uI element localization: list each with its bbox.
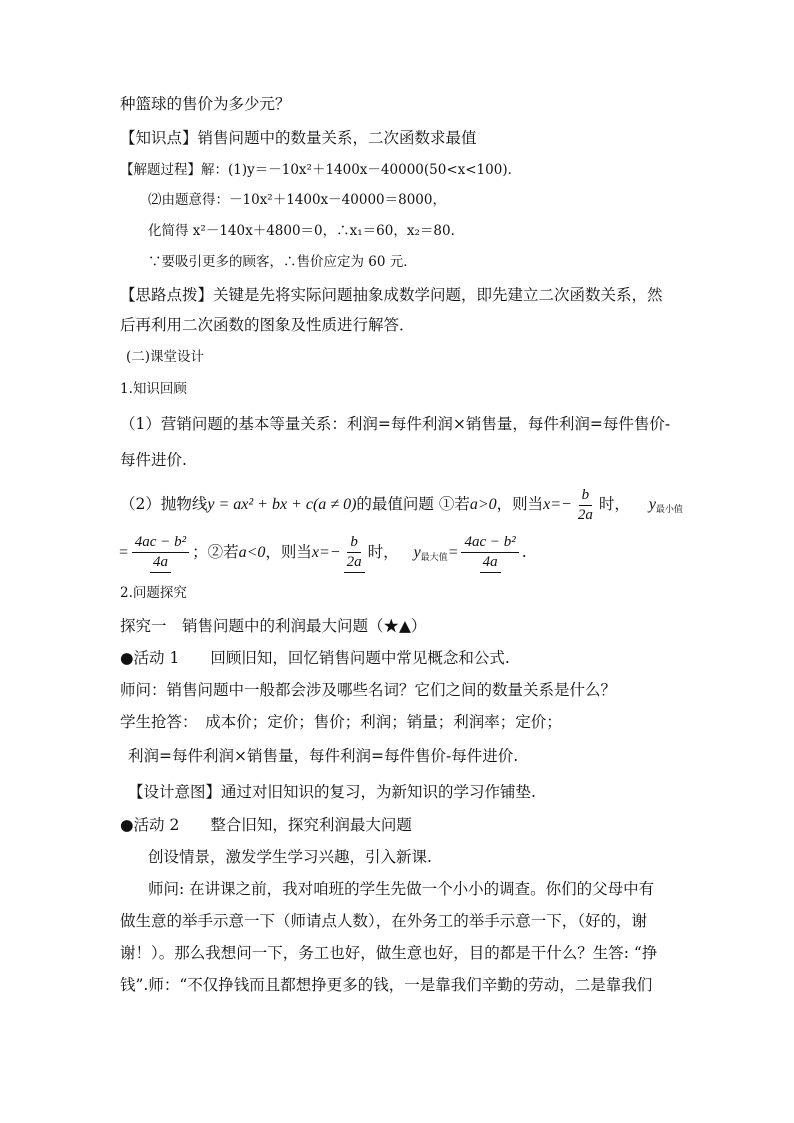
- text-line: 谢！）。那么我想问一下，务工也好，做生意也好，目的都是干什么？生答: “挣: [120, 944, 658, 962]
- text-line: 师问: 在讲课之前，我对咱班的学生先做一个小小的调查。你们的父母中有: [148, 880, 655, 898]
- text-line: 探究一 销售问题中的利润最大问题（★▲）: [120, 617, 427, 635]
- text-line: 种篮球的售价为多少元？: [120, 95, 291, 113]
- section-heading: 1.知识回顾: [120, 381, 187, 397]
- fraction-vertex-value: [132, 533, 189, 573]
- denominator: 2a: [577, 506, 593, 523]
- fraction-b-over-2a: [344, 533, 365, 573]
- y-symbol: y: [413, 544, 421, 561]
- denominator: 4a: [150, 553, 171, 573]
- text-span: ；②若: [192, 543, 239, 561]
- text-line: 【解题过程】解：(1)y＝－10x²＋1400x－40000(50<x<100)．: [120, 162, 522, 178]
- text-line: 师问：销售问题中一般都会涉及哪些名词？它们之间的数量关系是什么？: [120, 681, 617, 699]
- formula-line-1: [120, 484, 683, 530]
- text-line: ∵要吸引更多的顾客，∴售价应定为 60 元．: [148, 254, 417, 270]
- equals-sign: =: [118, 544, 129, 561]
- text-line: 利润=每件利润×销售量，每件利润=每件售价-每件进价.: [128, 747, 519, 765]
- numerator: b: [347, 533, 361, 553]
- text-line: 【思路点拨】关键是先将实际问题抽象成数学问题，即先建立二次函数关系，然: [120, 286, 663, 304]
- numerator: 4ac − b²: [461, 533, 518, 553]
- numerator: b: [579, 486, 593, 506]
- text-line: ⑵由题意得：－10x²＋1400x－40000＝8000，: [148, 192, 446, 208]
- text-line: 创设情景，激发学生学习兴趣，引入新课.: [148, 848, 432, 866]
- y-subscript: 最小值: [655, 505, 683, 515]
- text-span: 时，: [598, 495, 630, 513]
- text-span: ，则当: [496, 495, 544, 513]
- fraction-vertex-value: [461, 533, 518, 573]
- x-value: x=−: [543, 496, 572, 513]
- text-span: （2）抛物线: [120, 495, 208, 513]
- y-symbol: y: [648, 496, 656, 513]
- numerator: 4ac − b²: [132, 533, 189, 553]
- fraction-b-over-2a: [575, 486, 596, 525]
- condition: a<0: [238, 544, 266, 561]
- x-value: x=−: [311, 544, 341, 561]
- text-line: 学生抢答： 成本价；定价；售价；利润；销量；利润率；定价；: [120, 713, 562, 731]
- activity-heading: ●活动 1 回顾旧知，回忆销售问题中常见概念和公式.: [120, 649, 510, 667]
- activity-heading: ●活动 2 整合旧知，探究利润最大问题: [120, 816, 412, 834]
- condition: a>0: [469, 496, 497, 513]
- parabola-equation: y = ax² + bx + c(a ≠ 0): [207, 496, 357, 513]
- text-span: ，则当: [265, 543, 312, 561]
- denominator: 4a: [480, 553, 501, 573]
- section-heading: (二)课堂设计: [126, 349, 205, 365]
- text-line: 做生意的举手示意一下（师请点人数），在外务工的举手示意一下，（好的，谢: [120, 912, 648, 930]
- equals-sign: =: [447, 544, 459, 561]
- denominator: 2a: [344, 553, 365, 573]
- text-line: 【设计意图】通过对旧知识的复习，为新知识的学习作铺垫.: [128, 783, 536, 801]
- text-span: 的最值问题 ①若: [356, 495, 470, 513]
- y-subscript: 最大值: [420, 553, 448, 563]
- text-line: 钱”.师：“不仅挣钱而且都想挣更多的钱，一是靠我们辛勤的劳动，二是靠我们: [120, 976, 653, 994]
- formula-line-2: [118, 532, 527, 578]
- text-span: .: [521, 543, 527, 561]
- text-line: 后再利用二次函数的图象及性质进行解答．: [120, 316, 415, 334]
- text-line: （1）营销问题的基本等量关系：利润=每件利润×销售量，每件利润=每件售价-: [120, 415, 671, 433]
- text-span: 时，: [367, 543, 399, 561]
- text-line: 【知识点】销售问题中的数量关系，二次函数求最值: [120, 129, 477, 147]
- text-line: 每件进价.: [120, 451, 187, 469]
- section-heading: 2.问题探究: [120, 585, 187, 601]
- text-line: 化简得 x²－140x＋4800＝0，∴x₁＝60，x₂＝80.: [148, 223, 455, 239]
